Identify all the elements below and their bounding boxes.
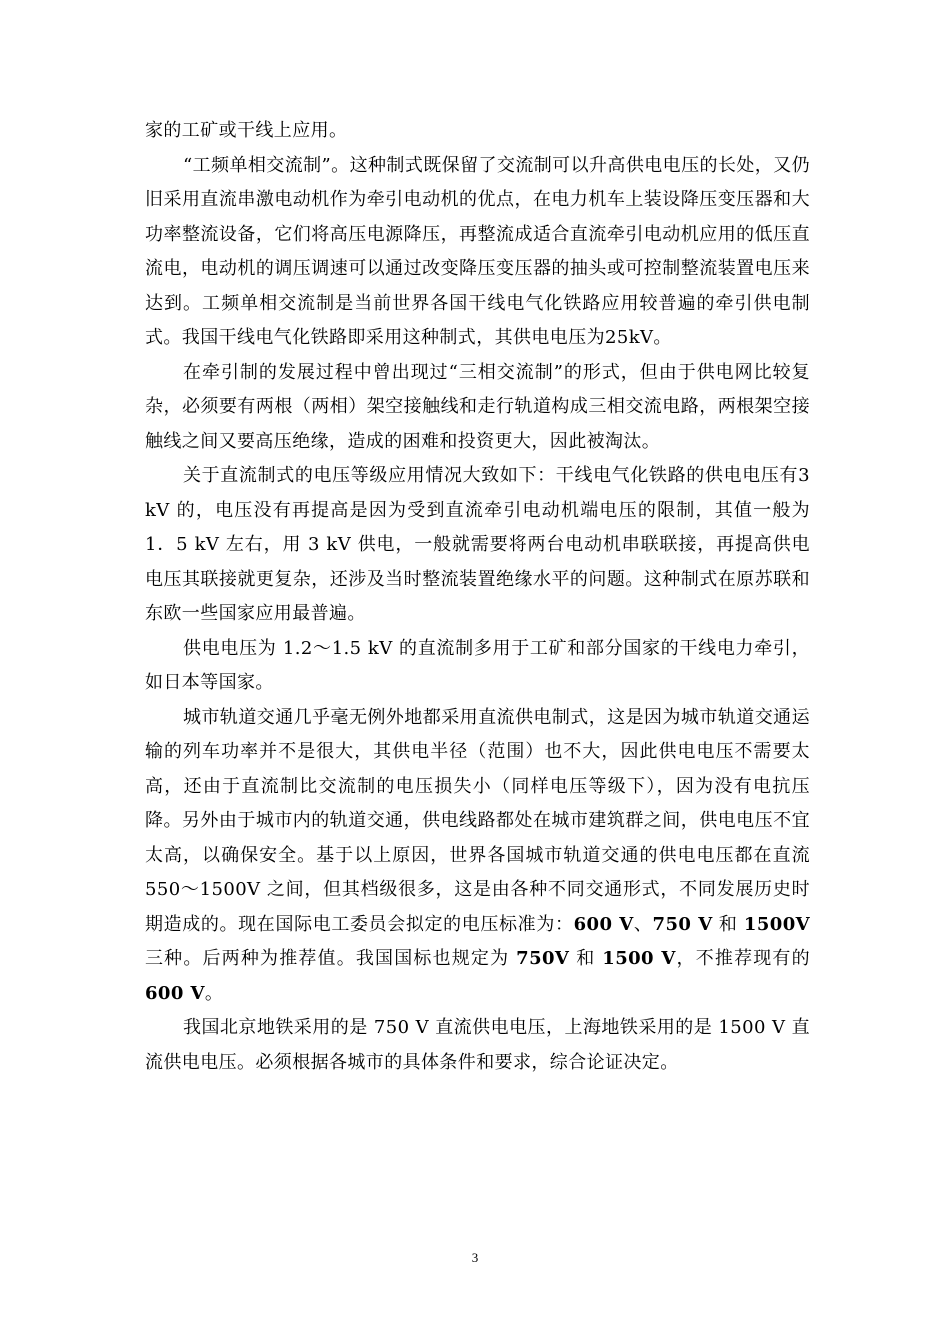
text-run: 在牵引制的发展过程中曾出现过“三相交流制”的形式，但由于供电网比较复杂，必须要有两根（两相）架空接触线和走行轨道构成三相交流电路，两根架空接触线之间又要高压绝缘，造成的困难和投资更大，因此被淘汰。: [145, 361, 810, 452]
bold-text-run: 750 V: [652, 913, 713, 935]
text-run: 我国北京地铁采用的是 750 V 直流供电电压，上海地铁采用的是 1500 V 直流供电电压。必须根据各城市的具体条件和要求，综合论证决定。: [145, 1017, 810, 1073]
text-run: 供电电压为 1.2～1.5 kV 的直流制多用于工矿和部分国家的干线电力牵引，如日本等国家。: [145, 637, 810, 693]
bold-text-run: 1500 V: [602, 948, 676, 969]
paragraph: [145, 459, 810, 632]
text-run: ，不推荐现有的: [675, 948, 810, 969]
paragraph: [145, 701, 810, 1012]
paragraph: [145, 632, 810, 701]
paragraph: [145, 149, 810, 356]
text-run: 三种。后两种为推荐值。我国国标也规定为: [145, 948, 517, 969]
text-run: “工频单相交流制”。这种制式既保留了交流制可以升高供电电压的长处，又仍旧采用直流串激电动机作为牵引电动机的优点，在电力机车上装设降压变压器和大功率整流设备，它们将高压电源降压，再整流成适合直流牵引电动机应用的低压直流电，电动机的调压调速可以通过改变降压变压器的抽头或可控制整流装置电压来达到。工频单相交流制是当前世界各国干线电气化铁路应用较普遍的牵引供电制式。我国干线电气化铁路即采用这种制式，其供电电压为25kV。: [145, 154, 810, 348]
text-run: 。: [204, 982, 224, 1004]
paragraph: [145, 356, 810, 460]
page-number: 3: [471, 1250, 479, 1265]
text-run: 、: [633, 913, 653, 935]
text-run: 家的工矿或干线上应用。: [145, 120, 348, 141]
paragraph: [145, 114, 810, 149]
bold-text-run: 600 V: [145, 982, 205, 1004]
bold-text-run: 600 V: [573, 913, 634, 935]
bold-text-run: 750V: [516, 948, 570, 969]
bold-text-run: 1500V: [743, 913, 810, 935]
text-run: 关于直流制式的电压等级应用情况大致如下：干线电气化铁路的供电电压有3 kV 的，电压没有再提高是因为受到直流牵引电动机端电压的限制，其值一般为 1．5 kV 左右，用 3 kV 供电，一般就需要将两台电动机串联联接，再提高供电电压其联接就更复杂，还涉及当时整流装置绝缘水平的问题。这种制式在原苏联和东欧一些国家应用最普遍。: [145, 465, 810, 624]
text-run: 城市轨道交通几乎毫无例外地都采用直流供电制式，这是因为城市轨道交通运输的列车功率并不是很大，其供电半径（范围）也不大，因此供电电压不需要太高，还由于直流制比交流制的电压损失小（同样电压等级下），因为没有电抗压降。另外由于城市内的轨道交通，供电线路都处在城市建筑群之间，供电电压不宜太高，以确保安全。基于以上原因，世界各国城市轨道交通的供电电压都在直流 550～1500V 之间，但其档级很多，这是由各种不同交通形式，不同发展历史时期造成的。现在国际电工委员会拟定的电压标准为：: [145, 706, 810, 935]
text-run: 和: [569, 948, 603, 969]
text-run: 和: [712, 913, 744, 935]
body-text: [145, 114, 810, 1080]
paragraph: [145, 1011, 810, 1080]
